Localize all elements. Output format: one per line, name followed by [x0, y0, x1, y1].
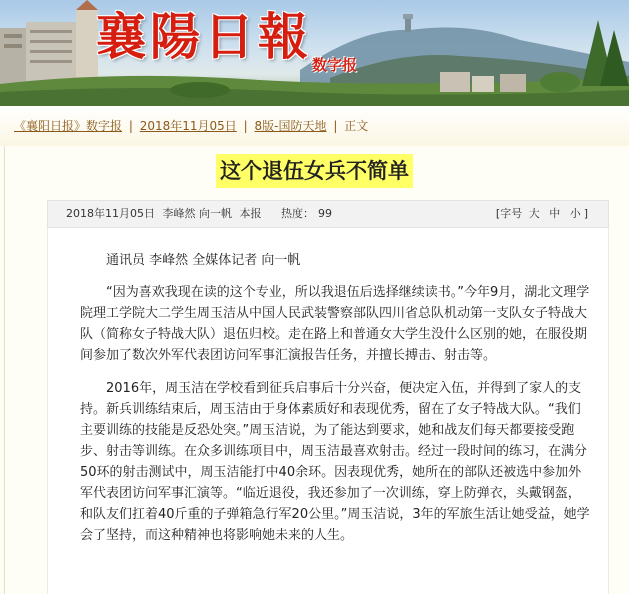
article-meta: [66, 201, 336, 227]
masthead-title: 襄陽日報: [96, 7, 312, 66]
breadcrumb-link-page[interactable]: 8版-国防天地: [254, 119, 327, 133]
article-byline: 通讯员 李峰然 全媒体记者 向一帆: [106, 253, 301, 268]
breadcrumb-link-paper-home[interactable]: 《襄阳日报》数字报: [14, 119, 123, 133]
font-size-controls: [496, 201, 588, 227]
article-source: 本报: [239, 207, 262, 220]
masthead-subtitle: 数字报: [312, 56, 358, 74]
font-size-small-button[interactable]: 小: [569, 207, 581, 220]
font-size-bracket-close: ]: [583, 207, 588, 220]
breadcrumb-current: 正文: [344, 119, 369, 133]
article-authors: 李峰然 向一帆: [162, 207, 232, 220]
breadcrumb-link-date[interactable]: 2018年11月05日: [139, 119, 237, 133]
page-gutter-line: [4, 146, 5, 594]
font-size-medium-button[interactable]: 中: [549, 207, 561, 220]
headline-container: [0, 154, 629, 188]
breadcrumb-separator: |: [128, 119, 133, 133]
popularity-value: 99: [318, 207, 332, 220]
city-landscape-illustration: [0, 0, 629, 106]
article-meta-bar: [47, 200, 609, 228]
breadcrumb-separator: |: [243, 119, 248, 133]
article-date: 2018年11月05日: [66, 207, 155, 220]
article-paragraph: “因为喜欢我现在读的这个专业，所以我退伍后选择继续读书。”今年9月，湖北文理学院理工学院大二学生周玉洁从中国人民武装警察部队四川省总队机动第一支队女子特战大队（简称女子特战大队）退伍归校。走在路上和普通女大学生没什么区别的她，在服役期间参加了数次外军代表团访问军事汇演报告任务，并擅长搏击、射击等。: [80, 285, 590, 363]
breadcrumb: [0, 106, 629, 146]
article-title: 这个退伍女兵不简单: [216, 154, 413, 188]
article-body: [47, 228, 609, 594]
popularity-label: 热度：: [281, 207, 314, 220]
article-paragraph: 2016年，周玉洁在学校看到征兵启事后十分兴奋，便决定入伍，并得到了家人的支持。新兵训练结束后，周玉洁由于身体素质好和表现优秀，留在了女子特战大队。“我们主要训练的技能是反恐处突。”周玉洁说，为了能达到要求，她和战友们每天都要接受跑步、射击等训练。在众多训练项目中，周玉洁最喜欢射击。经过一段时间的练习，在满分50环的射击测试中，周玉洁能打中40余环。因表现优秀，她所在的部队还被选中参加外军代表团访问军事汇演等。“临近退役，我还参加了一次训练，穿上防弹衣，头戴钢盔，和队友们扛着40斤重的子弹箱急行军20公里。”周玉洁说，3年的军旅生活让她受益，她学会了坚持，而这种精神也将影响她未来的人生。: [80, 381, 590, 543]
breadcrumb-separator: |: [333, 119, 338, 133]
font-size-large-button[interactable]: 大: [528, 207, 540, 220]
masthead-banner: [0, 0, 629, 106]
font-size-label: [字号: [495, 207, 523, 220]
